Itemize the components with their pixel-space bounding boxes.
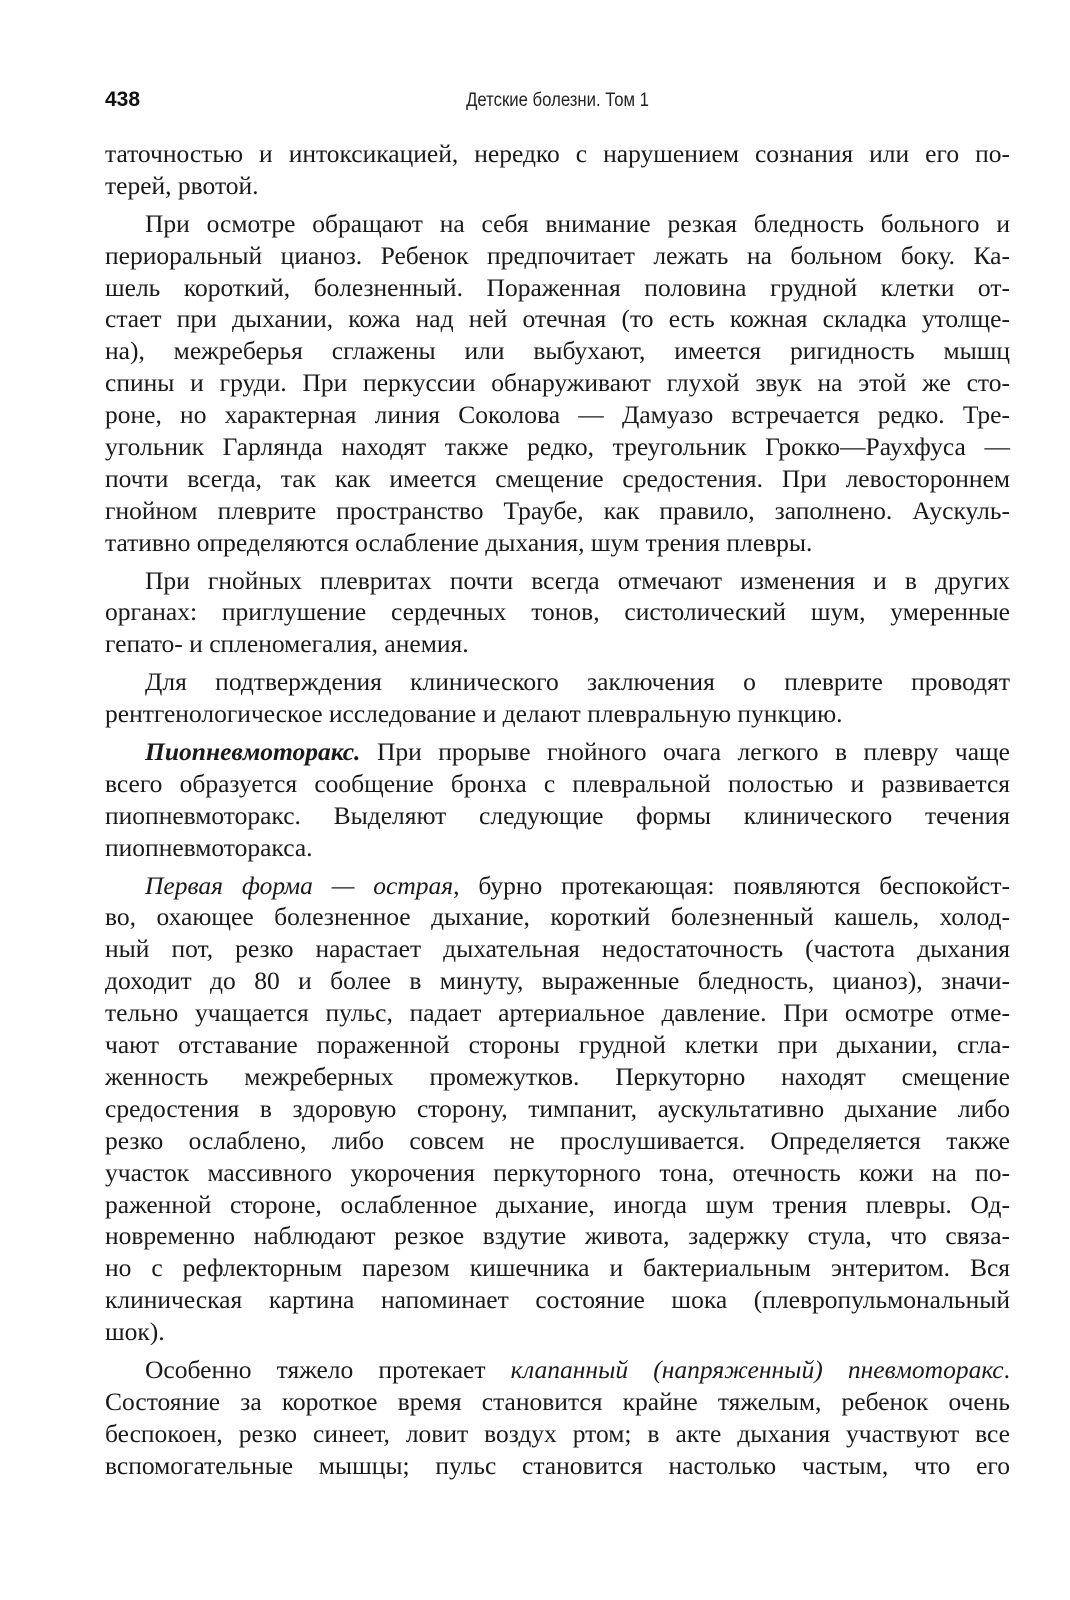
paragraph-3 [105,565,1010,661]
text-line [105,736,1010,768]
text-line: новременно наблюдают резкое вздутие живота, задержку стула, что связа- [105,1221,1010,1251]
text-line: периоральный цианоз. Ребенок предпочитает лежать на больном боку. Ка- [105,240,1010,270]
text-line: пиопневмоторакса. [105,832,313,862]
text-line: средостения в здоровую сторону, тимпанит, аускультативно дыхание либо [105,1093,1010,1123]
text-line: почти всегда, так как имеется смещение средостения. При левостороннем [105,463,1010,493]
paragraph-6 [105,870,1010,1348]
term-acute-form: Первая форма — острая [145,870,454,900]
text-line: стает при дыхании, кожа над ней отечная (то есть кожная складка утолще- [105,304,1010,334]
text-line: Состояние за короткое время становится крайне тяжелым, ребенок очень [105,1386,1010,1416]
text-line: во, охающее болезненное дыхание, короткий болезненный кашель, холод- [105,902,1010,932]
page-number: 438 [105,88,141,111]
text-line: но с рефлекторным парезом кишечника и бактериальным энтеритом. Вся [105,1253,1010,1283]
term-pyopneumothorax: Пиопневмоторакс. [145,737,361,767]
paragraph-1 [105,138,1010,202]
text-line: беспокоен, резко синеет, ловит воздух ртом; в акте дыхания участвуют все [105,1418,1010,1448]
text-line: гнойном плеврите пространство Траубе, как правило, заполнено. Аускуль- [105,495,1010,525]
text-line: чают отставание пораженной стороны грудной клетки при дыхании, сгла- [105,1030,1010,1060]
text-line: терей, рвотой. [105,170,259,200]
text-line: тельно учащается пульс, падает артериальное давление. При осмотре отме- [105,998,1010,1028]
text-line: пиопневмоторакс. Выделяют следующие формы клинического течения [105,800,1010,830]
text-line: женность межреберных промежутков. Перкуторно находят смещение [105,1061,1010,1091]
text-line [105,1354,1010,1386]
paragraph-4 [105,666,1010,730]
text-line: резко ослаблено, либо совсем не прослушивается. Определяется также [105,1125,1010,1155]
term-tension-pneumothorax: клапанный (напряженный) пневмоторакс [510,1354,1004,1384]
text-line: клиническая картина напоминает состояние шока (плевропульмональный [105,1285,1010,1315]
text-line: При гнойных плевритах почти всегда отмечают изменения и в других [145,565,1010,595]
paragraph-5 [105,736,1010,864]
text-line: участок массивного укорочения перкуторного тона, отечность кожи на по- [105,1157,1010,1187]
text-run: Особенно тяжело протекает [145,1354,511,1384]
text-line: гепато- и спленомегалия, анемия. [105,629,469,659]
paragraph-7 [105,1354,1010,1482]
text-line: таточностью и интоксикацией, нередко с нарушением сознания или его по- [105,139,1010,168]
page-header [105,88,1010,118]
text-run: , бурно протекающая: появляются беспокойст- [453,870,1011,900]
text-run: . [1003,1354,1010,1384]
text-line: раженной стороне, ослабленное дыхание, иногда шум трения плевры. Од- [105,1189,1010,1219]
text-line: рентгенологическое исследование и делают плевральную пункцию. [105,699,843,729]
running-title: Детские болезни. Том 1 [466,90,649,111]
text-line: ный пот, резко нарастает дыхательная недостаточность (частота дыхания [105,934,1010,964]
text-line: доходит до 80 и более в минуту, выраженные бледность, цианоз), значи- [105,966,1010,996]
text-line [105,870,1010,902]
page-body [105,138,1010,1482]
text-line: роне, но характерная линия Соколова — Дамуазо встречается редко. Тре- [105,400,1010,430]
text-line: тативно определяются ослабление дыхания, шум трения плевры. [105,527,813,557]
text-line: При осмотре обращают на себя внимание резкая бледность больного и [145,208,1010,238]
paragraph-2 [105,208,1010,559]
text-line: шок). [105,1317,165,1347]
text-line: вспомогательные мышцы; пульс становится настолько частым, что его [105,1450,1010,1480]
text-line: органах: приглушение сердечных тонов, систолический шум, умеренные [105,597,1010,627]
text-line: шель короткий, болезненный. Пораженная половина грудной клетки от- [105,272,1010,302]
text-line: Для подтверждения клинического заключения о плеврите проводят [145,667,1010,697]
text-line: на), межреберья сглажены или выбухают, имеется ригидность мышц [105,336,1010,366]
text-line: спины и груди. При перкуссии обнаруживают глухой звук на этой же сто- [105,368,1010,398]
text-line: угольник Гарлянда находят также редко, треугольник Грокко—Раухфуса — [105,432,1010,462]
text-line: всего образуется сообщение бронха с плевральной полостью и развивается [105,768,1010,798]
text-run: При прорыве гнойного очага легкого в плевру чаще [360,737,1010,767]
